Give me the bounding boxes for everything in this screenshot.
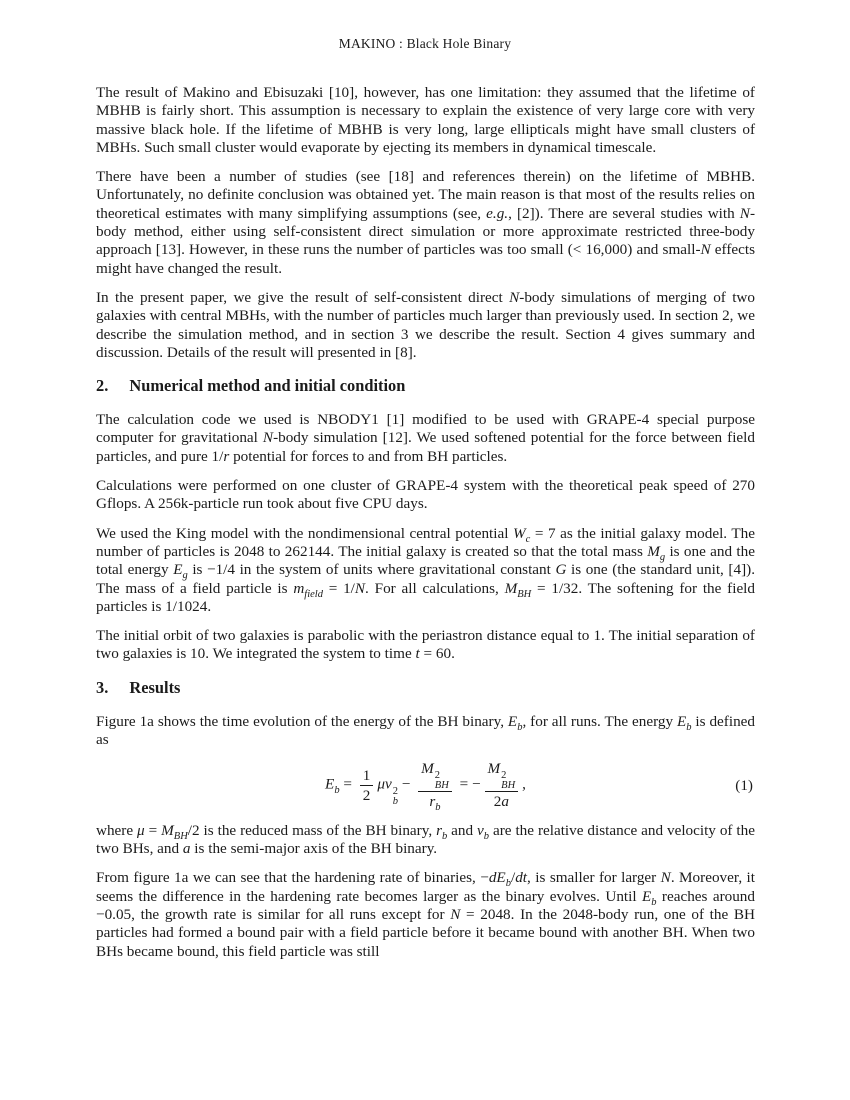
section-title: Numerical method and initial condition — [129, 376, 406, 396]
math-variable: m — [293, 579, 305, 597]
sup-sub-script: 2 b — [392, 786, 398, 807]
math-variable: dE — [488, 869, 506, 887]
section-heading — [96, 376, 755, 396]
fraction: M 2 BH $r_b$ — [418, 760, 452, 810]
math-variable: E — [507, 712, 518, 730]
sup-sub-script: 2 BH — [501, 770, 516, 791]
paragraph: There have been a number of studies (see [18] and references therein) on the lifetime of MBHB. Unfortunately, no definite conclusion was obtained yet. The main reason is that most of the results relies on theoretical estimates with many simplifying assumptions (see, e.g., [2]). There are several studies with N-body method, either using self-consistent direct simulation or more approximate restricted three-body approach [13]. However, in these runs the number of particles was too small (< 16,000) and small-N effects might have changed the result. — [96, 168, 755, 277]
paragraph: Calculations were performed on one cluster of GRAPE-4 system with the theoretical peak speed of 270 Gflops. A 256k-particle run took about five CPU days. — [96, 477, 755, 513]
paragraph: We used the King model with the nondimensional central potential $W_c = 7$ as the initial galaxy model. The number of particles is 2048 to 262144. The initial galaxy is created so that the total mass $M_g$ is one and the total energy $E_g$ is −1/4 in the system of units where gravitational constant G is one (the standard unit, [4]). The mass of a field particle is $m_{field} = 1/N$. For all calculations, $M_{BH} = 1/32$. The softening for the field particles is 1/1024. — [96, 524, 755, 615]
math-variable: N — [450, 905, 461, 923]
sup-sub-script: 2 BH — [434, 770, 449, 791]
math-variable: M — [161, 821, 174, 839]
paragraph: The calculation code we used is NBODY1 [1] modified to be used with GRAPE-4 special purpose computer for gravitational N-body simulation [12]. We used softened potential for the force between field particles, and pure 1/r potential for forces to and from BH particles. — [96, 411, 755, 465]
paragraph: Figure 1a shows the time evolution of the energy of the BH binary, $E_b$, for all runs. The energy $E_b$ is defined as — [96, 712, 755, 749]
math-variable: M — [487, 760, 501, 778]
math-variable: dt — [515, 869, 528, 887]
math-variable: μv — [377, 776, 392, 794]
section-number: 2. — [96, 376, 109, 396]
math-variable: W — [512, 524, 526, 542]
math-variable: r — [429, 793, 436, 811]
math-variable: r — [436, 821, 442, 839]
equation-number: (1) — [735, 776, 753, 794]
equation-body: $E_b$ = $\frac{1}{2}$ μv 2 b − M 2 BH $r_b$ = − M 2 BH 2a , — [325, 760, 526, 814]
math-variable: M — [647, 542, 660, 560]
math-variable: N — [660, 869, 671, 887]
fraction: $\frac{1}{2}$ — [360, 767, 374, 805]
math-variable: E — [325, 776, 335, 794]
paragraph: In the present paper, we give the result of self-consistent direct N-body simulations of merging of two galaxies with central MBHs, with the number of particles much larger than previously used. In section 2, we describe the simulation method, and in section 3 we describe the result. Section 4 gives summary and discussion. Details of the result will presented in [8]. — [96, 288, 755, 361]
paragraph: where $\mu = M_{BH}/2$ is the reduced mass of the BH binary, $r_b$ and $v_b$ are the relative distance and velocity of the two BHs, and a is the semi-major axis of the BH binary. — [96, 821, 755, 858]
math-variable: G — [555, 561, 567, 579]
math-variable: a — [182, 840, 191, 858]
math-variable: E — [641, 887, 652, 905]
section-title: Results — [129, 677, 181, 697]
math-variable: M — [504, 579, 518, 597]
paragraph: The initial orbit of two galaxies is parabolic with the periastron distance equal to 1. The initial separation of two galaxies is 10. We integrated the system to time t = 60. — [96, 627, 755, 663]
math-variable: E — [173, 561, 183, 579]
math-variable: v — [477, 821, 484, 839]
paragraph: From figure 1a we can see that the hardening rate of binaries, $-dE_b/dt$, is smaller for larger N. Moreover, it seems the difference in the hardening rate becomes larger as the binary evolves. Until $E_b$ reaches around −0.05, the growth rate is similar for all runs except for N = 2048. In the 2048-body run, one of the BH particles had formed a bound pair with a field particle before it became bound with another BH. When two BHs became bound, this field particle was still — [96, 869, 755, 960]
math-variable: N — [354, 579, 366, 597]
math-variable: M — [421, 760, 434, 778]
math-variable: E — [676, 712, 687, 730]
running-head: MAKINO : Black Hole Binary — [338, 36, 512, 51]
section-heading — [96, 678, 755, 698]
fraction: M 2 BH 2a — [485, 760, 519, 810]
paragraph: The result of Makino and Ebisuzaki [10], however, has one limitation: they assumed that the lifetime of MBHB is fairly short. This assumption is necessary to explain the existence of very large core with very massive black hole. If the lifetime of MBHB is very long, large ellipticals might have small clusters of MBHs. Such small cluster would evaporate by ejecting its members in dynamical timescale. — [96, 84, 755, 156]
math-variable: t — [415, 645, 420, 663]
page-body — [96, 84, 755, 972]
math-variable: a — [501, 793, 509, 811]
equation — [96, 760, 755, 814]
section-number: 3. — [96, 677, 109, 697]
math-variable: μ — [137, 821, 145, 839]
